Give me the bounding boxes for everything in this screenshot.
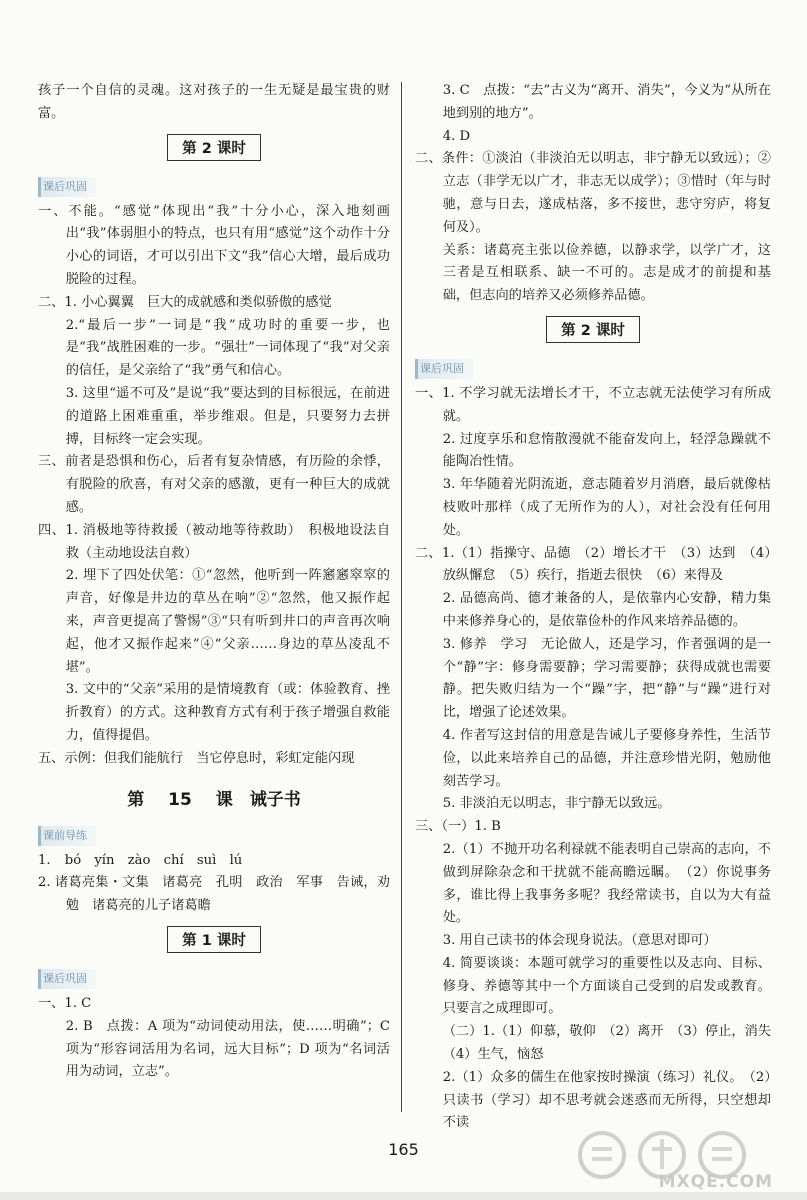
answer-paragraph: 五、示例：但我们能航行 当它停息时，彩虹定能闪现 bbox=[38, 750, 355, 766]
answer-paragraph: 3. 用自己读书的体会现身说法。（意思对即可） bbox=[442, 933, 717, 949]
answer-paragraph: 二、1. 小心翼翼 巨大的成就感和类似骄傲的感觉 bbox=[38, 294, 332, 310]
section-tag-after-class-right: 课后巩固 bbox=[415, 359, 474, 379]
answer-paragraph: 关系：诸葛亮主张以俭养德，以静求学，以学广才，这三者是互相联系、缺一不可的。志是成才的前提和基础，但志向的培养又必须修养品德。 bbox=[442, 242, 771, 304]
lesson-title: 第 2 课时 bbox=[167, 134, 261, 161]
answer-paragraph: 2.“最后一步”一词是“我”成功时的重要一步，也是“我”战胜困难的一步。“强壮”一词体现了“我”对父亲的信任，是父亲给了“我”勇气和信心。 bbox=[65, 317, 390, 379]
answer-2-vocab: 2. 诸葛亮集・文集 诸葛亮 孔明 政治 军事 告诫，劝勉 诸葛亮的儿子诸葛瞻 bbox=[38, 875, 390, 914]
lesson-title: 第 1 课时 bbox=[167, 926, 261, 953]
lesson-title: 第 2 课时 bbox=[546, 316, 640, 343]
answer-paragraph: 四、1. 消极地等待救援（被动地等待救助） 积极地设法自救（主动地设法自救） bbox=[38, 522, 390, 561]
page-number: 165 bbox=[388, 1140, 419, 1159]
answer-paragraph: 2.（1）众多的儒生在他家按时操演（练习）礼仪。 （2）只读书（学习）却不思考就会迷惑而无所得，只空想却不读 bbox=[442, 1069, 771, 1131]
answer-paragraph: 3. 年华随着光阴流逝，意志随着岁月消磨，最后就像枯枝败叶那样（成了无所作为的人），对社会没有任何用处。 bbox=[442, 477, 771, 538]
answer-paragraph: 三、（一）1. B bbox=[415, 819, 501, 835]
right-column bbox=[415, 80, 785, 1135]
lesson-2-heading-right bbox=[415, 316, 771, 343]
answer-paragraph: 2. 埋下了四处伏笔：①“忽然，他听到一阵窸窸窣窣的声音，好像是井边的草丛在响”②“忽然，他又振作起来，声音更提高了警惕”③“只有听到井口的声音再次响起，他才又振作起来”④“父亲……身边的草丛凌乱不堪”。 bbox=[65, 568, 390, 675]
answer-paragraph: 5. 非淡泊无以明志，非宁静无以致远。 bbox=[442, 796, 671, 812]
pinyin-answer: 1. bó yín zào chí suì lú bbox=[38, 852, 243, 868]
answer-paragraph: 一、1. C bbox=[38, 995, 92, 1011]
answer-paragraph: 二、1.（1）指操守、品德 （2）增长才干 （3）达到 （4）放纵懈怠 （5）疾行，指逝去很快 （6）来得及 bbox=[415, 545, 771, 584]
lesson-1-heading bbox=[38, 926, 390, 953]
section-tag-after-class: 课后巩固 bbox=[38, 177, 97, 197]
answer-paragraph: （二）1.（1）仰慕，敬仰 （2）离开 （3）停止，消失 （4）生气，恼怒 bbox=[442, 1024, 785, 1063]
section-tag-before-class: 课前导练 bbox=[38, 826, 97, 846]
answer-paragraph: 3. 修养 学习 无论做人，还是学习，作者强调的是一个“静”字：修身需要静；学习需要静；获得成就也需要静。把失败归结为一个“躁”字，把“静”与“躁”进行对比，增强了论述效果。 bbox=[442, 636, 771, 721]
watermark-site: MXQE.COM bbox=[658, 1172, 773, 1192]
answer-paragraph: 4. D bbox=[442, 128, 471, 144]
answer-paragraph: 2. 品德高尚、德才兼备的人，是依靠内心安静，精力集中来修养身心的，是依靠俭朴的作风来培养品德的。 bbox=[442, 591, 771, 629]
answer-paragraph: 2. B 点拨：A 项为“动词使动用法，使……明确”；C 项为“形容词活用为名词，远大目标”；D 项为“名词活用为动词，立志”。 bbox=[65, 1018, 390, 1080]
answer-paragraph: 3. 这里“遥不可及”是说“我”要达到的目标很远，在前进的道路上困难重重，举步维艰。但是，只要努力去拼搏，目标终一定会实现。 bbox=[65, 385, 390, 447]
left-column bbox=[38, 80, 390, 1084]
answer-paragraph: 三、前者是恐惧和伤心，后者有复杂情感，有历险的余悸，有脱险的欣喜，有对父亲的感激，更有一种巨大的成就感。 bbox=[38, 454, 390, 515]
column-divider bbox=[401, 82, 402, 1112]
answer-paragraph: 3. C 点拨：“去”古义为“离开、消失”，今义为“从所在地到别的地方”。 bbox=[442, 83, 771, 121]
lesson-15-title: 第 15 课 诫子书 bbox=[127, 789, 301, 810]
section-tag-after-class-2: 课后巩固 bbox=[38, 969, 97, 989]
answer-paragraph: 2. 过度享乐和怠惰散漫就不能奋发向上，轻浮急躁就不能陶冶性情。 bbox=[442, 431, 771, 470]
page-bottom-strip bbox=[0, 1192, 807, 1200]
answer-paragraph: 3. 文中的“父亲”采用的是情境教育（或：体验教育、挫折教育）的方式。这种教育方式有利于孩子增强自救能力，值得提倡。 bbox=[65, 682, 390, 743]
answer-paragraph: 2.（1）不抛开功名利禄就不能表明自己崇高的志向，不做到屏除杂念和干扰就不能高瞻远瞩。 （2）你说事务多，谁比得上我事务多呢？我经常读书，自以为大有益处。 bbox=[442, 841, 771, 926]
answer-paragraph: 一、1. 不学习就无法增长才干，不立志就无法使学习有所成就。 bbox=[415, 385, 771, 424]
intro-paragraph: 孩子一个自信的灵魂。这对孩子的一生无疑是最宝贵的财富。 bbox=[38, 83, 390, 121]
answer-paragraph: 4. 简要谈谈：本题可就学习的重要性以及志向、目标、修身、养德等其中一个方面谈自己受到的启发或教育。只要言之成理即可。 bbox=[442, 955, 771, 1017]
answer-paragraph: 二、条件：①淡泊（非淡泊无以明志，非宁静无以致远）；②立志（非学无以广才，非志无以成学）；③惜时（年与时驰，意与日去，遂成枯落，多不接世，悲守穷庐，将复何及）。 bbox=[415, 151, 771, 235]
answer-paragraph: 一、不能。“感觉”体现出“我”十分小心，深入地刻画出“我”体弱胆小的特点，也只有用“感觉”这个动作十分小心的词语，才可以引出下文“我”信心大增，最后成功脱险的过程。 bbox=[38, 203, 390, 287]
lesson-2-heading-left bbox=[38, 134, 390, 161]
answer-paragraph: 4. 作者写这封信的用意是告诫儿子要修身养性，生活节俭，以此来培养自己的品德，并注意珍惜光阴，勉励他刻苦学习。 bbox=[442, 727, 771, 789]
